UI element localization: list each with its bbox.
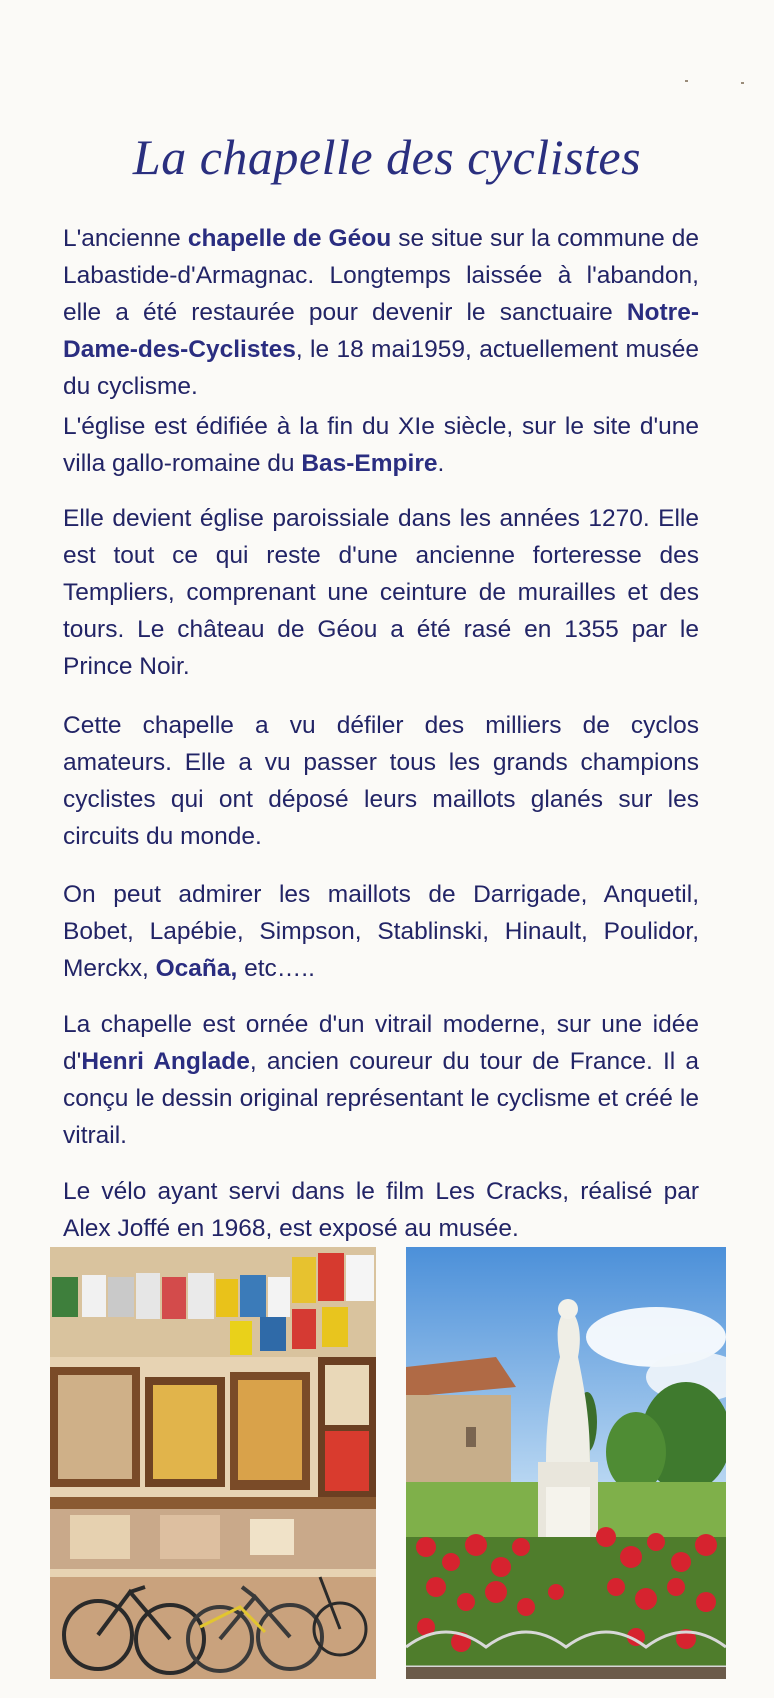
paragraph-jerseys: On peut admirer les maillots de Darrigade, Anquetil, Bobet, Lapébie, Simpson, Stablinski, Hinault, Poulidor, Merckx, Ocaña, etc…..	[63, 881, 699, 982]
paragraph-les-cracks: Le vélo ayant servi dans le film Les Cracks, réalisé par Alex Joffé en 1968, est exposé au musée.	[63, 1178, 699, 1242]
chapel-statue-photo	[406, 1247, 726, 1679]
paragraph-templars: Elle devient église paroissiale dans les années 1270. Elle est tout ce qui reste d'une ancienne forteresse des Templiers, comprenant une ceinture de murailles et des tours. Le château de Géou a été rasé en 1355 par le Prince Noir.	[63, 505, 699, 680]
paper-speck	[741, 82, 744, 84]
paragraph-stained-glass: La chapelle est ornée d'un vitrail moderne, sur une idée d'Henri Anglade, ancien coureur du tour de France. Il a conçu le dessin original représentant le cyclisme et créé le vitrail.	[63, 1011, 700, 1149]
museum-interior-photo	[50, 1247, 376, 1679]
paragraph-champions: Cette chapelle a vu défiler des milliers de cyclos amateurs. Elle a vu passer tous les grands champions cyclistes qui ont déposé leurs maillots glanés sur les circuits du monde.	[63, 712, 699, 850]
paragraph-chapel-intro: L'ancienne chapelle de Géou se situe sur la commune de Labastide-d'Armagnac. Longtemps laissée à l'abandon, elle a été restaurée pour devenir le sanctuaire Notre-Dame-des-Cyclistes, le 18 mai1959, actuellement musée du cyclisme.	[63, 225, 700, 400]
paper-speck	[685, 80, 688, 82]
paragraph-church-history: L'église est édifiée à la fin du XIe siècle, sur le site d'une villa gallo-romaine du Bas-Empire.	[63, 413, 699, 477]
page-title: La chapelle des cyclistes	[132, 129, 642, 185]
